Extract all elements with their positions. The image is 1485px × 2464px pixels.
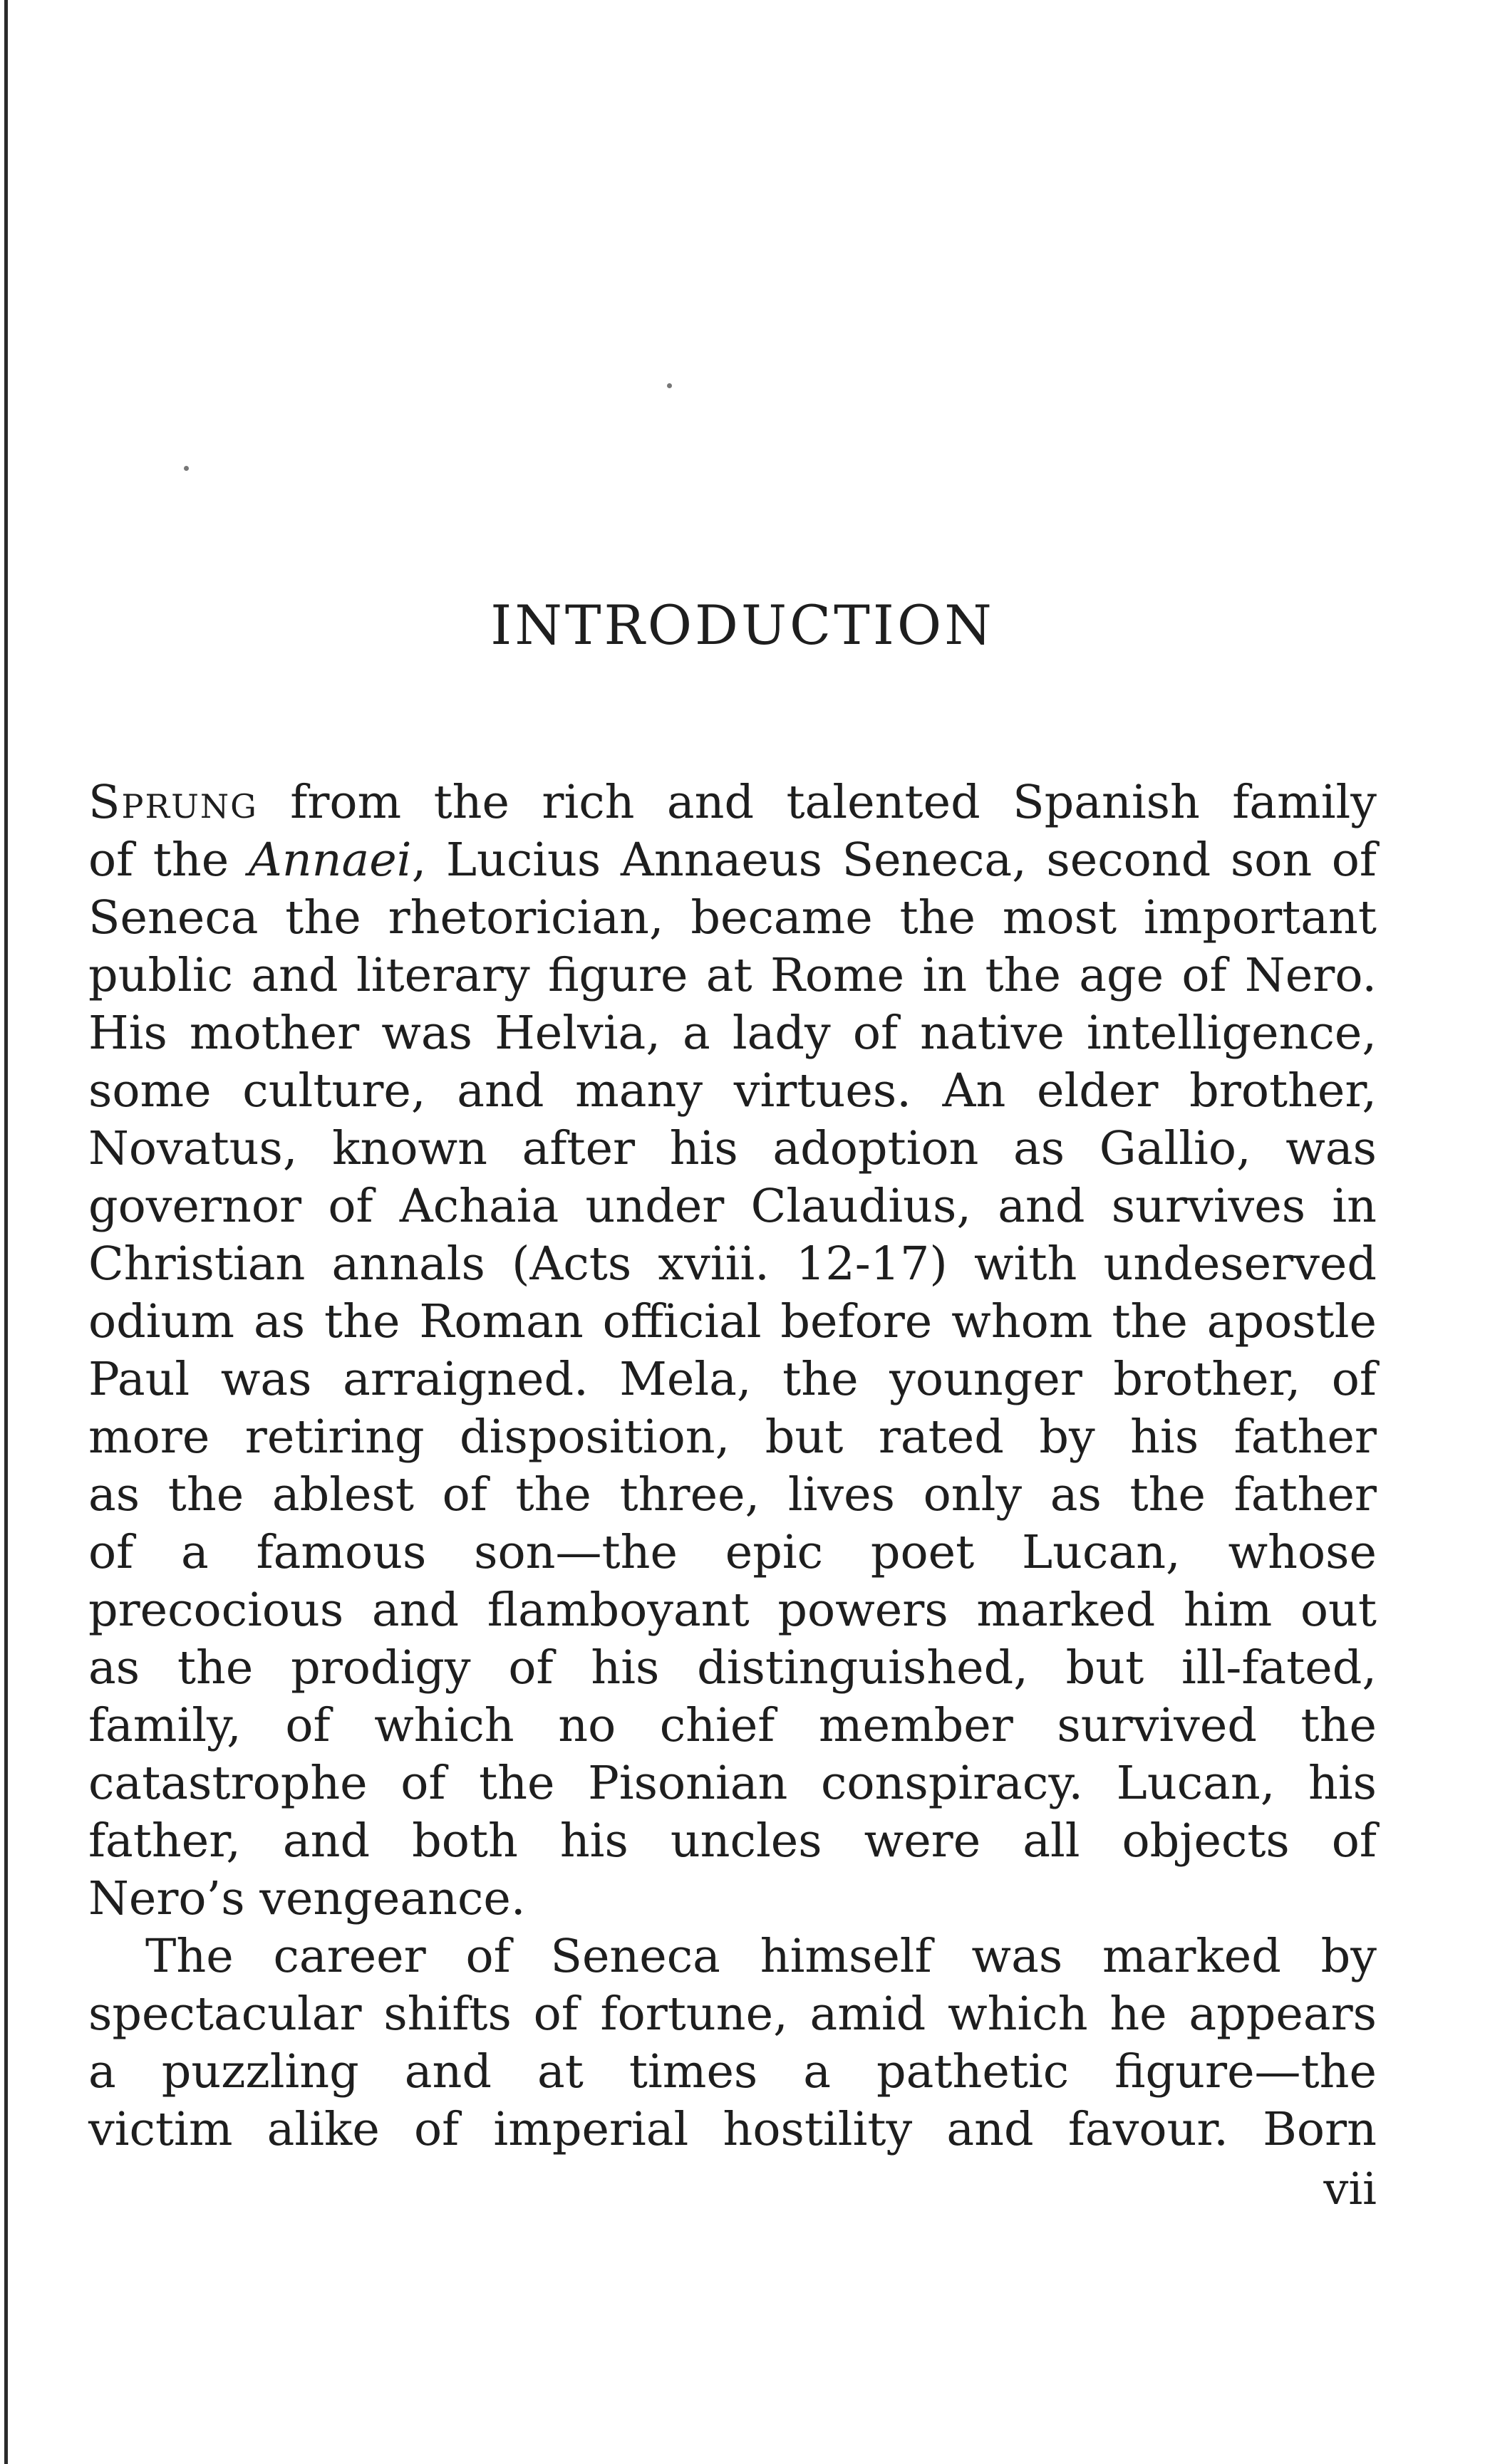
text-line: catastrophe of the Pisonian conspiracy. Lucan, his [88,1757,1377,1810]
page-edge-shadow [4,0,8,2464]
text-line: His mother was Helvia, a lady of native intelligence, [88,1007,1377,1060]
text-line: governor of Achaia under Claudius, and survives in [88,1180,1377,1233]
text-line: of the Annaei, Lucius Annaeus Seneca, second son of [88,833,1377,887]
text-line: as the ablest of the three, lives only as the father [88,1468,1377,1522]
print-speck [184,466,189,471]
text-line: precocious and flamboyant powers marked him out [88,1584,1377,1637]
chapter-heading: INTRODUCTION [490,593,995,657]
body-text [88,774,1377,2158]
text-line: of a famous son—the epic poet Lucan, whose [88,1526,1377,1579]
text-line: as the prodigy of his distinguished, but ill-fated, [88,1641,1377,1695]
text-line: public and literary figure at Rome in the age of Nero. [88,949,1377,1002]
text-line: Novatus, known after his adoption as Gallio, was [88,1122,1377,1175]
text-line: Seneca the rhetorician, became the most important [88,891,1377,945]
text-line: Nero’s vengeance. [88,1872,526,1925]
page-number: vii [1323,2163,1377,2215]
text-line: father, and both his uncles were all objects of [88,1814,1377,1868]
text-line: family, of which no chief member survived the [88,1699,1377,1752]
text-line: Sprung from the rich and talented Spanish family [88,776,1377,829]
text-line: some culture, and many virtues. An elder brother, [88,1064,1377,1118]
print-speck [667,383,672,388]
lead-word-smallcaps: Sprung [88,776,258,829]
text-line: spectacular shifts of fortune, amid which he appears [88,1987,1377,2041]
text-line: a puzzling and at times a pathetic figure—the [88,2045,1377,2099]
text-line: victim alike of imperial hostility and favour. Born [88,2103,1377,2156]
italic-family-name: Annaei [248,833,412,887]
text-line: The career of Seneca himself was marked by [145,1930,1377,1983]
text-line: more retiring disposition, but rated by his father [88,1410,1377,1464]
text-line: Paul was arraigned. Mela, the younger brother, of [88,1353,1377,1406]
text-line: Christian annals (Acts xviii. 12-17) with undeserved [88,1237,1377,1291]
text-line: odium as the Roman official before whom the apostle [88,1295,1377,1348]
